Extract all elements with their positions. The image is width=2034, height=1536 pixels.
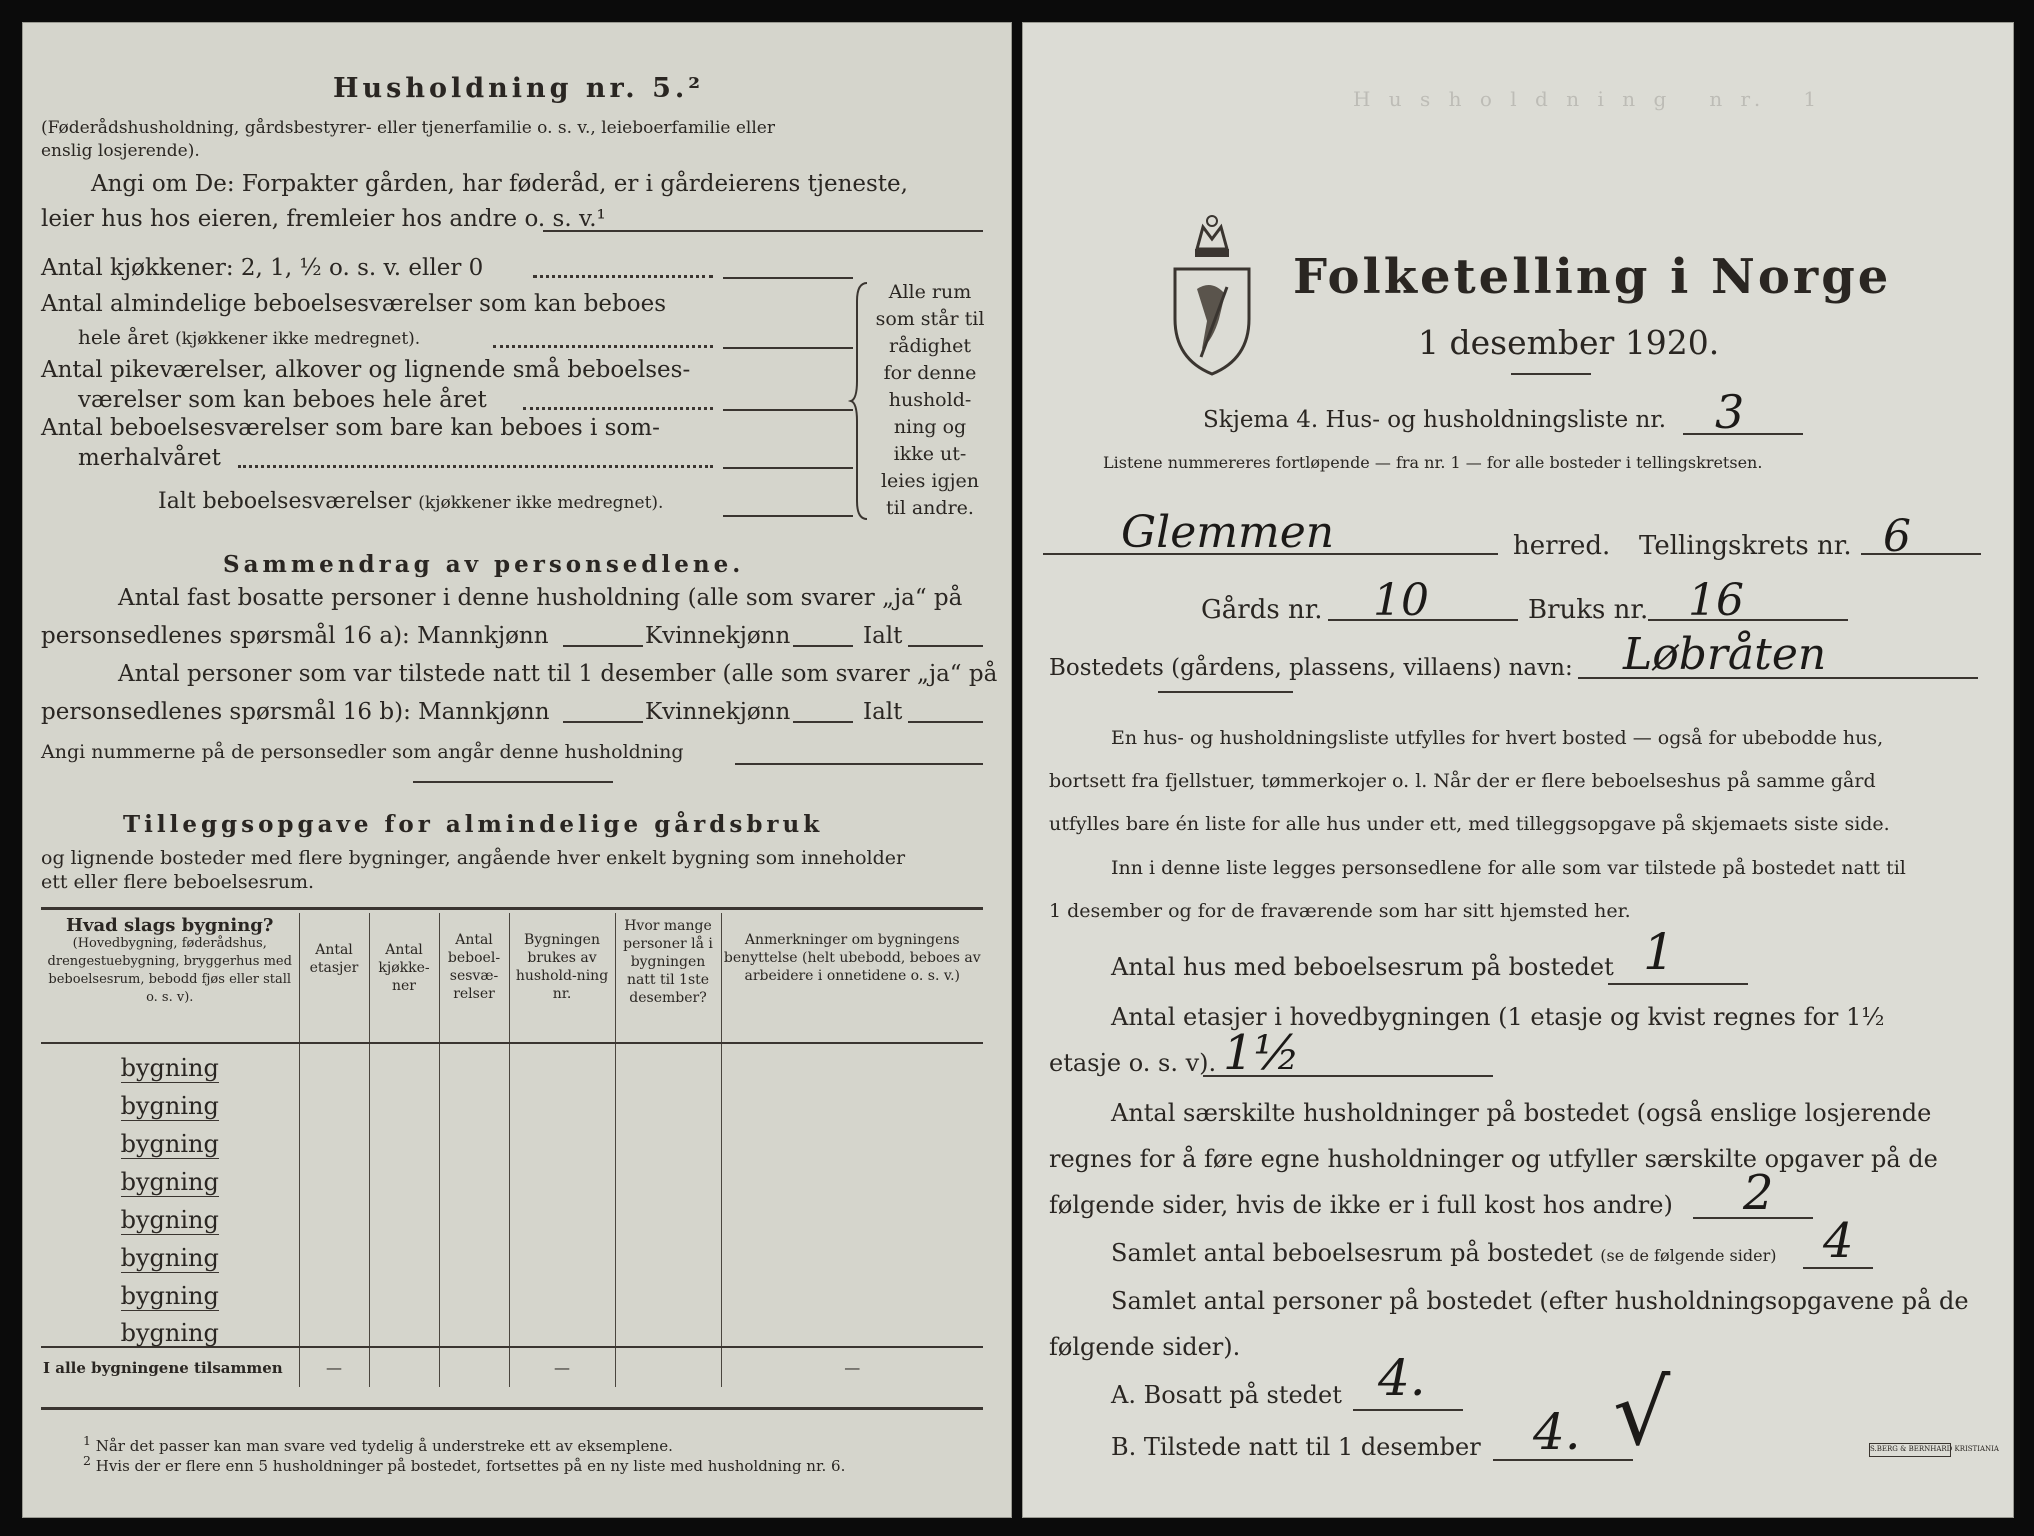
bruks-label: Bruks nr. bbox=[1528, 595, 1649, 625]
supplement-text-2: ett eller flere beboelsesrum. bbox=[41, 871, 315, 893]
krets-value[interactable]: 6 bbox=[1883, 511, 1911, 562]
houses-value[interactable]: 1 bbox=[1643, 923, 1675, 981]
title-divider bbox=[1511, 373, 1591, 375]
summary-present-1: Antal personer som var tilstede natt til 1 desember (alle som svarer „ja“ på bbox=[118, 661, 998, 687]
col-floors: Antal etasjer bbox=[299, 913, 369, 1043]
supplement-heading: Tilleggsopgave for almindelige gårdsbruk bbox=[123, 811, 824, 838]
floors-label: Antal etasjer i hovedbygningen (1 etasje og kvist regnes for 1½ bbox=[1111, 1003, 1885, 1031]
table-row bbox=[41, 1271, 983, 1309]
houses-line bbox=[1608, 983, 1748, 985]
col-remarks: Anmerkninger om bygningens benyttelse (helt ubebodd, beboes av arbeidere i onnetidene o. s. v.) bbox=[721, 913, 983, 1043]
building-cell[interactable]: bygning bbox=[120, 1092, 219, 1120]
table-header-row bbox=[41, 913, 983, 1043]
total-rooms-answer-line[interactable] bbox=[723, 515, 853, 517]
present-total-label: Ialt bbox=[863, 699, 903, 725]
angi-question-2: leier hus hos eieren, fremleier hos andre o. s. v.¹ bbox=[41, 206, 606, 232]
fast-female-line[interactable] bbox=[793, 645, 853, 647]
rooms-line bbox=[1803, 1267, 1873, 1269]
bosted-line bbox=[1578, 677, 1978, 679]
households-label-3: følgende sider, hvis de ikke er i full kost hos andre) bbox=[1049, 1191, 1673, 1219]
bosted-label: Bostedets (gårdens, plassens, villaens) navn: bbox=[1049, 655, 1573, 681]
floors-value[interactable]: 1½ bbox=[1223, 1025, 1301, 1081]
households-line bbox=[1693, 1217, 1813, 1219]
numbers-line[interactable] bbox=[735, 763, 983, 765]
households-label-1: Antal særskilte husholdninger på bostedet (også enslige losjerende bbox=[1111, 1099, 1932, 1127]
check-mark: √ bbox=[1613, 1361, 1671, 1466]
herred-label: herred. bbox=[1513, 531, 1611, 561]
table-row bbox=[41, 1309, 983, 1347]
present-male-line[interactable] bbox=[563, 721, 643, 723]
footnote-1: $^1$ Når det passer kan man svare ved tydelig å understreke ett av eksemplene. bbox=[83, 1433, 673, 1455]
bruks-value[interactable]: 16 bbox=[1688, 575, 1744, 626]
angi-question: Angi om De: Forpakter gården, har føderåd, er i gårdeierens tjeneste, bbox=[91, 171, 908, 197]
present-line bbox=[1493, 1459, 1633, 1461]
ordinary-rooms-label-2: hele året (kjøkkener ikke medregnet). bbox=[78, 325, 421, 349]
present-label: B. Tilstede natt til 1 desember bbox=[1111, 1433, 1481, 1461]
resident-line bbox=[1353, 1409, 1463, 1411]
summer-dots bbox=[238, 465, 713, 468]
household-title: Husholdning nr. 5.² bbox=[333, 73, 705, 104]
divider bbox=[413, 781, 613, 783]
bruks-line bbox=[1648, 619, 1848, 621]
present-female-label: Kvinnekjønn bbox=[645, 699, 791, 725]
herred-line bbox=[1043, 553, 1498, 555]
table-bottom-rule bbox=[41, 1407, 983, 1410]
building-cell[interactable]: bygning bbox=[120, 1282, 219, 1310]
para2-line2: 1 desember og for de fraværende som har sitt hjemsted her. bbox=[1049, 900, 1631, 922]
brace-note: Alle rum som står til rådighet for denne hushold- ning og ikke ut- leies igjen til andre. bbox=[875, 281, 985, 519]
table-row bbox=[41, 1233, 983, 1271]
maid-rooms-label: Antal pikeværelser, alkover og lignende små beboelses- bbox=[41, 357, 691, 383]
fast-total-label: Ialt bbox=[863, 623, 903, 649]
para1-line1: En hus- og husholdningsliste utfylles for hvert bosted — også for ubebodde hus, bbox=[1111, 727, 1884, 749]
numbers-label: Angi nummerne på de personsedler som angår denne husholdning bbox=[41, 741, 684, 763]
schema-value[interactable]: 3 bbox=[1715, 385, 1745, 439]
summary-fast-2: personsedlenes spørsmål 16 a): Mannkjønn bbox=[41, 623, 549, 649]
building-cell[interactable]: bygning bbox=[120, 1130, 219, 1158]
persons-label-1: Samlet antal personer på bostedet (efter husholdningsopgavene på de bbox=[1111, 1287, 1969, 1315]
summer-rooms-label: Antal beboelsesværelser som bare kan beboes i som- bbox=[41, 415, 660, 441]
angi-answer-line[interactable] bbox=[543, 230, 983, 232]
ordinary-rooms-label: Antal almindelige beboelsesværelser som kan beboes bbox=[41, 291, 667, 317]
numbering-note: Listene nummereres fortløpende — fra nr. 1 — for alle bosteder i tellingskretsen. bbox=[1103, 453, 1763, 472]
summary-fast-1: Antal fast bosatte personer i denne husholdning (alle som svarer „ja“ på bbox=[118, 585, 963, 611]
para2-line1: Inn i denne liste legges personsedlene for alle som var tilstede på bostedet natt til bbox=[1111, 857, 1906, 879]
table-row bbox=[41, 1081, 983, 1119]
kitchens-dots bbox=[533, 275, 713, 278]
right-page: H u s h o l d n i n g n r. 1 Folketelling i Norge 1 desember 1920. Skjema 4. Hus- og husholdningsliste nr. 3 Listene nummereres fortløpende — fra nr. 1 — for alle bosteder i tellingskretsen. Glemmen herred. Tellingskrets nr. 6 Gårds nr. 10 Bruks nr. 16 Bostedets (gårdens, plassens, villaens) navn: Løbråten En hus- og husholdningsliste utfylles for hvert bosted — også for ubebodde hus, bortsett fra fjellstuer, tømmerkojer o. l. Når der er flere beboelseshus på samme gård utfylles bare én liste for alle hus under ett, med tilleggsopgave på skjemaets siste side. Inn i denne liste legges personsedlene for alle som var tilstede på bostedet natt til 1 desember og for de fraværende som har sitt hjemsted her. Antal hus med beboelsesrum på bostedet 1 Antal etasjer i hovedbygningen (1 etasje og kvist regnes for 1½ etasje o. s. v). 1½ Antal særskilte husholdninger på bostedet (også enslige losjerende regnes for å føre egne husholdninger og utfyller særskilte opgaver på de følgende sider, hvis de ikke er i full kost hos andre) 2 Samlet antal beboelsesrum på bostedet (se de følgende sider) 4 Samlet antal personer på bostedet (efter husholdningsopgavene på de følgende sider). A. Bosatt på stedet 4. B. Tilstede natt til 1 desember 4. √ S.BERG & BERNHARD KRISTIANIA bbox=[1022, 22, 2014, 1518]
households-value[interactable]: 2 bbox=[1743, 1165, 1774, 1221]
total-row-label: I alle bygningene tilsammen bbox=[41, 1347, 299, 1387]
col-persons: Hvor mange personer lå i bygningen natt til 1ste desember? bbox=[615, 913, 721, 1043]
table-row bbox=[41, 1043, 983, 1081]
summary-heading: Sammendrag av personsedlene. bbox=[223, 551, 745, 578]
schema-label: Skjema 4. Hus- og husholdningsliste nr. bbox=[1203, 407, 1667, 433]
krets-label: Tellingskrets nr. bbox=[1639, 531, 1852, 561]
present-total-line[interactable] bbox=[908, 721, 983, 723]
present-value[interactable]: 4. bbox=[1533, 1403, 1581, 1461]
col-kitchens: Antal kjøkke-ner bbox=[369, 913, 439, 1043]
summer-rooms-label-2: merhalvåret bbox=[78, 445, 221, 471]
left-page bbox=[22, 22, 1012, 1518]
census-date: 1 desember 1920. bbox=[1418, 323, 1720, 362]
building-cell[interactable]: bygning bbox=[120, 1206, 219, 1234]
printer-stamp: S.BERG & BERNHARD KRISTIANIA bbox=[1869, 1443, 1951, 1457]
para1-line2: bortsett fra fjellstuer, tømmerkojer o. l. Når der er flere beboelseshus på samme gård bbox=[1049, 770, 1876, 792]
col-building: Hvad slags bygning? (Hovedbygning, føderådshus, drengestuebygning, bryggerhus med beboelsesrum, bebodd fjøs eller stall o. s. v). bbox=[41, 913, 299, 1043]
footnote-2: $^2$ Hvis der er flere enn 5 husholdninger på bostedet, fortsettes på en ny liste med husholdning nr. 6. bbox=[83, 1453, 846, 1475]
col-rooms: Antal beboel-sesvæ-relser bbox=[439, 913, 509, 1043]
maid-dots bbox=[523, 407, 713, 410]
houses-label: Antal hus med beboelsesrum på bostedet bbox=[1111, 953, 1614, 981]
ordinary-dots bbox=[493, 345, 713, 348]
summary-present-2: personsedlenes spørsmål 16 b): Mannkjønn bbox=[41, 699, 550, 725]
table-row bbox=[41, 1195, 983, 1233]
table-row bbox=[41, 1119, 983, 1157]
kitchens-label: Antal kjøkkener: 2, 1, ½ o. s. v. eller 0 bbox=[41, 255, 484, 281]
gards-label: Gårds nr. bbox=[1201, 595, 1323, 625]
household-subtitle-2: enslig losjerende). bbox=[41, 141, 200, 161]
resident-label: A. Bosatt på stedet bbox=[1111, 1381, 1342, 1409]
households-label-2: regnes for å føre egne husholdninger og utfyller særskilte opgaver på de bbox=[1049, 1145, 1938, 1173]
total-rooms-label: Ialt beboelsesværelser (kjøkkener ikke medregnet). bbox=[158, 489, 664, 514]
herred-value[interactable]: Glemmen bbox=[1121, 507, 1335, 558]
floors-line bbox=[1203, 1075, 1493, 1077]
table-row bbox=[41, 1157, 983, 1195]
building-cell[interactable]: bygning bbox=[120, 1244, 219, 1272]
buildings-table bbox=[41, 913, 983, 1387]
resident-value[interactable]: 4. bbox=[1378, 1349, 1426, 1407]
krets-line bbox=[1861, 553, 1981, 555]
fast-total-line[interactable] bbox=[908, 645, 983, 647]
kitchens-answer-line[interactable] bbox=[723, 277, 853, 279]
ordinary-answer-line[interactable] bbox=[723, 347, 853, 349]
floors-label-2: etasje o. s. v). bbox=[1049, 1049, 1217, 1077]
para1-line3: utfylles bare én liste for alle hus under ett, med tilleggsopgave på skjemaets siste side. bbox=[1049, 813, 1890, 835]
table-total-row: I alle bygningene tilsammen — — — bbox=[41, 1347, 983, 1387]
persons-label-2: følgende sider). bbox=[1049, 1333, 1241, 1361]
rooms-label: Samlet antal beboelsesrum på bostedet (se de følgende sider) bbox=[1111, 1239, 1777, 1267]
maid-answer-line[interactable] bbox=[723, 409, 853, 411]
building-cell[interactable]: bygning bbox=[120, 1168, 219, 1196]
maid-rooms-label-2: værelser som kan beboes hele året bbox=[78, 387, 487, 413]
present-female-line[interactable] bbox=[793, 721, 853, 723]
schema-line bbox=[1683, 433, 1803, 435]
building-cell[interactable]: bygning bbox=[120, 1054, 219, 1082]
rooms-value[interactable]: 4 bbox=[1823, 1213, 1854, 1269]
coat-of-arms-icon bbox=[1167, 209, 1257, 379]
fast-female-label: Kvinnekjønn bbox=[645, 623, 791, 649]
table-top-rule bbox=[41, 907, 983, 910]
gards-value[interactable]: 10 bbox=[1373, 575, 1429, 626]
gardens-underline bbox=[1158, 691, 1293, 693]
brace-icon bbox=[851, 281, 871, 521]
gards-line bbox=[1328, 619, 1518, 621]
household-subtitle: (Føderådshusholdning, gårdsbestyrer- eller tjenerfamilie o. s. v., leieboerfamilie eller bbox=[41, 118, 775, 138]
summer-answer-line[interactable] bbox=[723, 467, 853, 469]
col-used-by: Bygningen brukes av hushold-ning nr. bbox=[509, 913, 615, 1043]
building-cell[interactable]: bygning bbox=[120, 1319, 219, 1347]
supplement-text-1: og lignende bosteder med flere bygninger, angående hver enkelt bygning som inneholder bbox=[41, 847, 906, 869]
bosted-value[interactable]: Løbråten bbox=[1623, 629, 1827, 680]
census-title: Folketelling i Norge bbox=[1293, 249, 1892, 305]
fast-male-line[interactable] bbox=[563, 645, 643, 647]
